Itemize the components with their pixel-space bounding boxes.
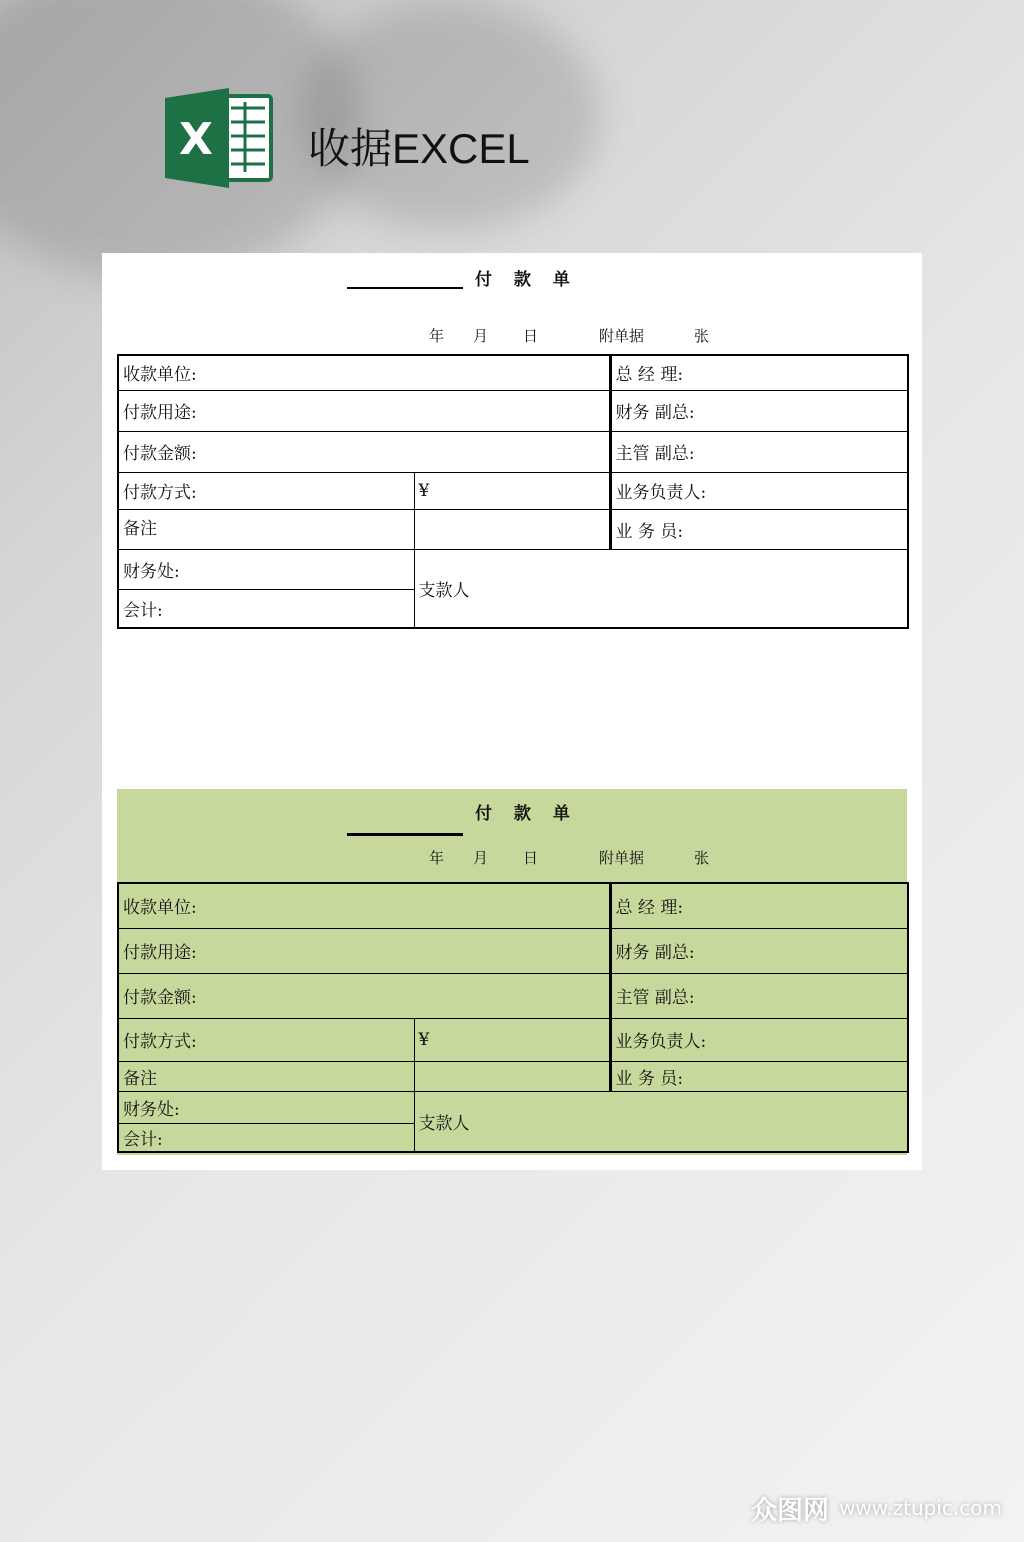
gm-label: 总 经 理: <box>615 365 684 386</box>
attachments-unit: 张 <box>694 327 710 345</box>
gm-label: 总 经 理: <box>615 898 684 919</box>
finance-dept-label: 财务处: <box>123 1099 180 1120</box>
method-label: 付款方式: <box>123 1032 197 1052</box>
supervisor-vp-cell[interactable] <box>610 973 908 1018</box>
date-day: 日 <box>523 327 539 345</box>
accountant-label: 会计: <box>123 600 163 621</box>
gm-cell[interactable] <box>610 355 908 390</box>
form-grid <box>117 354 909 629</box>
accountant-cell[interactable] <box>118 589 414 628</box>
form-title: 付 款 单 <box>475 270 578 290</box>
date-year: 年 <box>429 327 445 345</box>
excel-icon <box>165 88 273 188</box>
svg-text:X: X <box>179 114 213 165</box>
finance-dept-cell[interactable] <box>118 549 414 589</box>
date-year: 年 <box>429 849 445 867</box>
finance-vp-cell[interactable] <box>610 390 908 431</box>
payment-form-plain <box>117 253 907 633</box>
watermark-logo: 众图网 <box>751 1495 830 1526</box>
clerk-cell[interactable] <box>610 1061 908 1091</box>
business-lead-label: 业务负责人: <box>615 1032 707 1052</box>
payee-cell[interactable] <box>118 355 610 390</box>
attachments-label: 附单据 <box>599 327 645 345</box>
payee-label: 收款单位: <box>123 898 197 919</box>
supervisor-vp-label: 主管 副总: <box>615 988 695 1008</box>
clerk-cell[interactable] <box>610 509 908 549</box>
page-header <box>165 88 765 188</box>
watermark-url: www.ztupic.com <box>839 1496 1002 1520</box>
gm-cell[interactable] <box>610 883 908 928</box>
attachments-unit: 张 <box>694 849 710 867</box>
page-title: 收据EXCEL <box>308 125 530 172</box>
business-lead-cell[interactable] <box>610 472 908 509</box>
spreadsheet-preview <box>102 253 922 1170</box>
attachments-label: 附单据 <box>599 849 645 867</box>
business-lead-label: 业务负责人: <box>615 483 707 503</box>
payer-cell[interactable] <box>414 549 908 628</box>
payer-cell[interactable] <box>414 1091 908 1152</box>
remark-cell[interactable] <box>118 1061 414 1091</box>
remark-value-cell[interactable] <box>414 1061 610 1091</box>
business-lead-cell[interactable] <box>610 1018 908 1061</box>
accountant-label: 会计: <box>123 1129 163 1150</box>
title-underline <box>347 833 463 836</box>
payee-label: 收款单位: <box>123 365 197 386</box>
amount-cell[interactable] <box>118 973 610 1018</box>
remark-label: 备注 <box>123 1068 157 1089</box>
currency-symbol: ¥ <box>418 1029 430 1050</box>
clerk-label: 业 务 员: <box>615 521 684 542</box>
date-row <box>117 325 907 345</box>
finance-vp-label: 财务 副总: <box>615 403 695 423</box>
method-label: 付款方式: <box>123 483 197 503</box>
payee-cell[interactable] <box>118 883 610 928</box>
finance-dept-cell[interactable] <box>118 1091 414 1123</box>
supervisor-vp-label: 主管 副总: <box>615 444 695 464</box>
payment-form-green <box>117 789 907 1155</box>
finance-vp-cell[interactable] <box>610 928 908 973</box>
purpose-cell[interactable] <box>118 928 610 973</box>
finance-dept-label: 财务处: <box>123 561 180 582</box>
watermark <box>751 1488 1002 1528</box>
amount-label: 付款金额: <box>123 988 197 1008</box>
form-title: 付 款 单 <box>475 804 578 824</box>
purpose-cell[interactable] <box>118 390 610 431</box>
supervisor-vp-cell[interactable] <box>610 431 908 472</box>
currency-cell[interactable] <box>414 1018 610 1061</box>
currency-symbol: ¥ <box>418 480 430 501</box>
date-row <box>117 847 907 867</box>
title-underline <box>347 287 463 289</box>
date-day: 日 <box>523 849 539 867</box>
amount-label: 付款金额: <box>123 444 197 464</box>
method-cell[interactable] <box>118 472 414 509</box>
purpose-label: 付款用途: <box>123 943 197 963</box>
clerk-label: 业 务 员: <box>615 1068 684 1089</box>
amount-cell[interactable] <box>118 431 610 472</box>
payer-label: 支款人 <box>418 1113 470 1134</box>
payer-label: 支款人 <box>418 580 470 601</box>
date-month: 月 <box>473 849 489 867</box>
accountant-cell[interactable] <box>118 1123 414 1152</box>
remark-label: 备注 <box>123 518 157 539</box>
finance-vp-label: 财务 副总: <box>615 943 695 963</box>
currency-cell[interactable] <box>414 472 610 509</box>
form-grid <box>117 882 909 1153</box>
date-month: 月 <box>473 327 489 345</box>
remark-value-cell[interactable] <box>414 509 610 549</box>
method-cell[interactable] <box>118 1018 414 1061</box>
purpose-label: 付款用途: <box>123 403 197 423</box>
remark-cell[interactable] <box>118 509 414 549</box>
